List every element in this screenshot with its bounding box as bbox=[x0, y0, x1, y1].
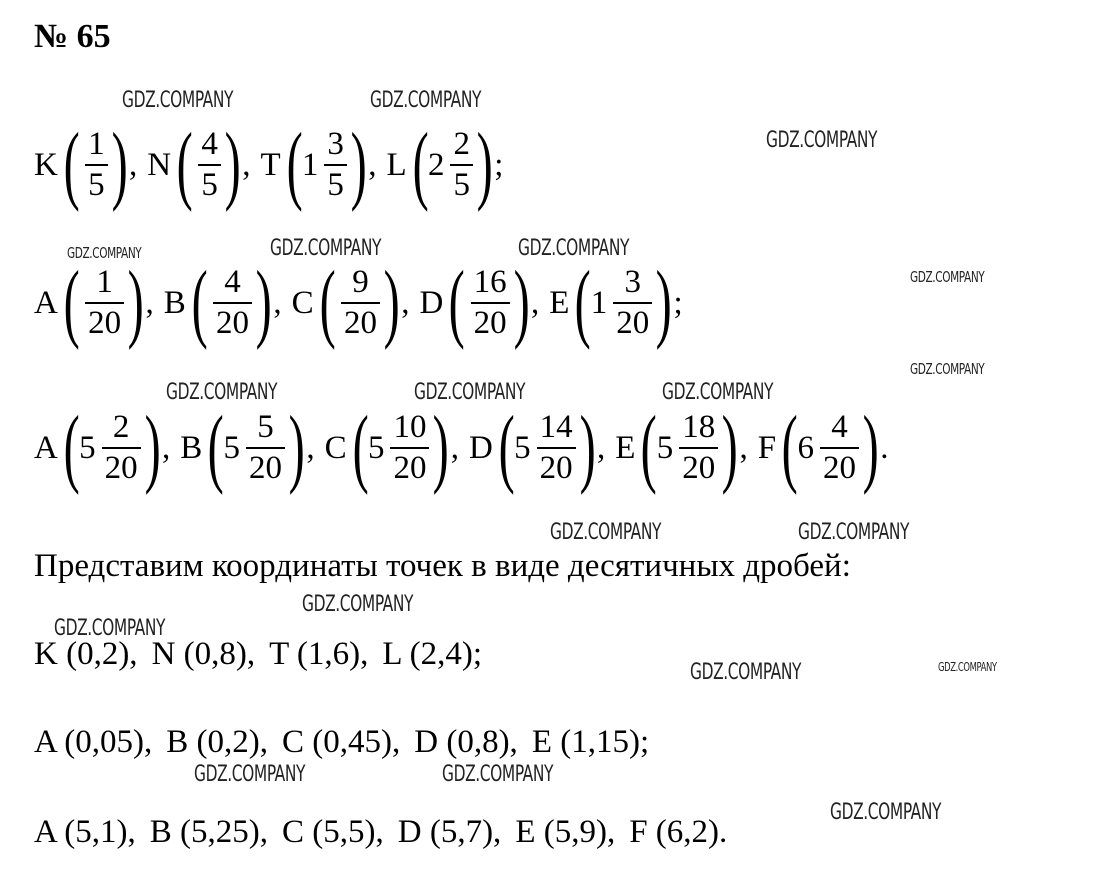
separator: , bbox=[530, 284, 540, 321]
fraction-bar bbox=[390, 447, 429, 449]
right-paren: ) bbox=[224, 115, 241, 213]
instruction-sentence: Представим координаты точек в виде десятичных дробей: bbox=[34, 548, 851, 584]
right-paren: ) bbox=[144, 398, 161, 496]
point-name: D bbox=[419, 284, 444, 321]
numerator: 16 bbox=[473, 264, 507, 301]
watermark: GDZ.COMPANY bbox=[690, 660, 802, 685]
left-paren: ( bbox=[191, 253, 208, 351]
decimal-point: F (6,2). bbox=[629, 814, 728, 850]
decimal-point: D (0,8), bbox=[414, 724, 518, 760]
numerator: 5 bbox=[257, 409, 274, 446]
fraction bbox=[198, 127, 221, 202]
fraction-row-1 bbox=[34, 115, 513, 215]
point-fraction bbox=[757, 398, 899, 496]
fraction bbox=[820, 410, 859, 485]
point-name: B bbox=[180, 429, 203, 466]
watermark: GDZ.COMPANY bbox=[550, 520, 662, 545]
point-fraction bbox=[386, 115, 513, 213]
numerator: 4 bbox=[831, 409, 848, 446]
separator: , bbox=[145, 284, 154, 321]
fraction bbox=[450, 127, 473, 202]
fraction bbox=[471, 265, 510, 340]
decimal-row-1 bbox=[34, 636, 482, 673]
numerator: 14 bbox=[539, 409, 573, 446]
decimal-point: K (0,2), bbox=[34, 636, 138, 672]
point-fraction bbox=[34, 115, 147, 213]
denominator: 5 bbox=[201, 167, 218, 203]
point-name: N bbox=[147, 146, 172, 183]
fraction-bar bbox=[679, 447, 718, 449]
decimal-row-2 bbox=[34, 724, 649, 761]
denominator: 5 bbox=[453, 167, 470, 203]
point-name: E bbox=[615, 429, 636, 466]
fraction bbox=[390, 410, 429, 485]
whole-part: 5 bbox=[79, 429, 96, 466]
whole-part: 5 bbox=[514, 429, 531, 466]
point-fraction bbox=[34, 398, 180, 496]
watermark: GDZ.COMPANY bbox=[270, 236, 382, 261]
point-name: D bbox=[469, 429, 493, 466]
whole-part: 5 bbox=[656, 429, 674, 466]
watermark: GDZ.COMPANY bbox=[67, 244, 142, 262]
fraction-bar bbox=[198, 164, 221, 166]
whole-part: 1 bbox=[301, 146, 319, 183]
left-paren: ( bbox=[176, 115, 193, 213]
denominator: 20 bbox=[216, 305, 250, 341]
point-fraction bbox=[615, 398, 758, 496]
point-fraction bbox=[549, 253, 692, 351]
left-paren: ( bbox=[498, 398, 515, 496]
denominator: 20 bbox=[539, 450, 573, 486]
denominator: 20 bbox=[249, 450, 283, 486]
decimal-point: L (2,4); bbox=[382, 636, 483, 672]
left-paren: ( bbox=[63, 398, 80, 496]
point-name: F bbox=[757, 429, 777, 466]
decimal-point: B (0,2), bbox=[166, 724, 268, 760]
fraction bbox=[102, 410, 141, 485]
point-fraction bbox=[419, 253, 550, 351]
fraction-row-2 bbox=[34, 253, 693, 353]
point-name: T bbox=[260, 146, 281, 183]
watermark: GDZ.COMPANY bbox=[518, 236, 630, 261]
point-fraction bbox=[324, 398, 469, 496]
watermark: GDZ.COMPANY bbox=[414, 380, 526, 405]
denominator: 20 bbox=[682, 450, 716, 486]
point-fraction bbox=[163, 253, 292, 351]
point-name: A bbox=[34, 429, 58, 466]
watermark: GDZ.COMPANY bbox=[662, 380, 774, 405]
watermark: GDZ.COMPANY bbox=[910, 360, 985, 378]
watermark: GDZ.COMPANY bbox=[54, 616, 166, 641]
separator: , bbox=[273, 284, 282, 321]
decimal-point: A (0,05), bbox=[34, 724, 153, 760]
separator: . bbox=[880, 429, 889, 466]
separator: , bbox=[368, 146, 377, 183]
denominator: 20 bbox=[616, 305, 650, 341]
fraction bbox=[213, 265, 252, 340]
decimal-point: N (0,8), bbox=[151, 636, 256, 672]
decimal-point: E (1,15); bbox=[531, 724, 650, 760]
exercise-number: № 65 bbox=[34, 18, 111, 55]
fraction bbox=[341, 265, 380, 340]
point-name: L bbox=[386, 146, 407, 183]
left-paren: ( bbox=[448, 253, 466, 351]
separator: , bbox=[161, 429, 171, 466]
watermark: GDZ.COMPANY bbox=[122, 88, 234, 113]
watermark: GDZ.COMPANY bbox=[830, 800, 942, 825]
watermark: GDZ.COMPANY bbox=[910, 268, 985, 286]
left-paren: ( bbox=[412, 115, 429, 213]
fraction-bar bbox=[450, 164, 473, 166]
decimal-point: D (5,7), bbox=[397, 814, 502, 850]
right-paren: ) bbox=[111, 115, 128, 213]
point-name: E bbox=[549, 284, 570, 321]
right-paren: ) bbox=[255, 253, 272, 351]
left-paren: ( bbox=[63, 253, 80, 351]
fraction-bar bbox=[341, 302, 380, 304]
point-name: B bbox=[163, 284, 186, 321]
point-fraction bbox=[260, 115, 386, 213]
point-name: C bbox=[291, 284, 314, 321]
point-name: K bbox=[34, 146, 58, 183]
numerator: 9 bbox=[352, 264, 369, 301]
fraction-bar bbox=[213, 302, 252, 304]
denominator: 20 bbox=[393, 450, 427, 486]
right-paren: ) bbox=[350, 115, 367, 213]
watermark: GDZ.COMPANY bbox=[302, 592, 414, 617]
numerator: 2 bbox=[453, 126, 470, 163]
fraction bbox=[613, 265, 652, 340]
left-paren: ( bbox=[781, 398, 798, 496]
numerator: 2 bbox=[112, 409, 130, 446]
decimal-point: B (5,25), bbox=[149, 814, 268, 850]
denominator: 20 bbox=[88, 305, 122, 341]
fraction bbox=[679, 410, 718, 485]
numerator: 4 bbox=[201, 126, 218, 163]
denominator: 20 bbox=[822, 450, 856, 486]
fraction-bar bbox=[613, 302, 652, 304]
numerator: 1 bbox=[88, 126, 105, 163]
whole-part: 5 bbox=[223, 429, 241, 466]
left-paren: ( bbox=[640, 398, 658, 496]
left-paren: ( bbox=[352, 398, 369, 496]
decimal-point: E (5,9), bbox=[515, 814, 616, 850]
fraction-bar bbox=[102, 447, 141, 449]
decimal-point: T (1,6), bbox=[269, 636, 369, 672]
fraction-bar bbox=[471, 302, 510, 304]
separator: , bbox=[242, 146, 251, 183]
point-fraction bbox=[180, 398, 324, 496]
right-paren: ) bbox=[383, 253, 400, 351]
denominator: 20 bbox=[343, 305, 377, 341]
separator: , bbox=[128, 146, 138, 183]
point-name: A bbox=[34, 284, 58, 321]
left-paren: ( bbox=[207, 398, 224, 496]
fraction bbox=[537, 410, 576, 485]
fraction-bar bbox=[537, 447, 576, 449]
fraction-row-3 bbox=[34, 398, 899, 498]
fraction-bar bbox=[246, 447, 285, 449]
left-paren: ( bbox=[574, 253, 592, 351]
whole-part: 2 bbox=[427, 146, 445, 183]
fraction bbox=[85, 265, 124, 340]
numerator: 10 bbox=[393, 409, 427, 446]
right-paren: ) bbox=[476, 115, 493, 213]
denominator: 5 bbox=[327, 167, 344, 203]
numerator: 3 bbox=[327, 126, 344, 163]
watermark: GDZ.COMPANY bbox=[166, 380, 278, 405]
left-paren: ( bbox=[63, 115, 80, 213]
watermark: GDZ.COMPANY bbox=[766, 128, 878, 153]
point-fraction bbox=[291, 253, 420, 351]
decimal-point: C (0,45), bbox=[282, 724, 401, 760]
right-paren: ) bbox=[433, 398, 450, 496]
denominator: 5 bbox=[88, 167, 105, 203]
separator: , bbox=[739, 429, 748, 466]
watermark: GDZ.COMPANY bbox=[938, 660, 997, 674]
right-paren: ) bbox=[288, 398, 305, 496]
numerator: 4 bbox=[224, 264, 241, 301]
watermark: GDZ.COMPANY bbox=[194, 762, 306, 787]
right-paren: ) bbox=[127, 253, 144, 351]
decimal-point: C (5,5), bbox=[282, 814, 384, 850]
separator: , bbox=[450, 429, 459, 466]
right-paren: ) bbox=[721, 398, 738, 496]
decimal-row-3 bbox=[34, 814, 727, 851]
whole-part: 5 bbox=[367, 429, 385, 466]
fraction-bar bbox=[820, 447, 859, 449]
left-paren: ( bbox=[319, 253, 336, 351]
left-paren: ( bbox=[286, 115, 303, 213]
separator: , bbox=[401, 284, 410, 321]
fraction bbox=[246, 410, 285, 485]
watermark: GDZ.COMPANY bbox=[798, 520, 910, 545]
whole-part: 1 bbox=[590, 284, 608, 321]
numerator: 18 bbox=[682, 409, 716, 446]
separator: , bbox=[306, 429, 315, 466]
point-fraction bbox=[147, 115, 260, 213]
decimal-point: A (5,1), bbox=[34, 814, 136, 850]
denominator: 20 bbox=[473, 305, 507, 341]
right-paren: ) bbox=[655, 253, 672, 351]
separator: ; bbox=[673, 284, 683, 321]
right-paren: ) bbox=[579, 398, 596, 496]
fraction bbox=[324, 127, 347, 202]
denominator: 20 bbox=[104, 450, 138, 486]
fraction-bar bbox=[85, 302, 124, 304]
fraction-bar bbox=[324, 164, 347, 166]
separator: ; bbox=[494, 146, 504, 183]
watermark: GDZ.COMPANY bbox=[442, 762, 554, 787]
point-fraction bbox=[469, 398, 615, 496]
numerator: 1 bbox=[96, 264, 113, 301]
watermark: GDZ.COMPANY bbox=[370, 88, 482, 113]
point-name: C bbox=[324, 429, 347, 466]
right-paren: ) bbox=[862, 398, 879, 496]
whole-part: 6 bbox=[797, 429, 814, 466]
right-paren: ) bbox=[513, 253, 530, 351]
separator: , bbox=[596, 429, 606, 466]
fraction bbox=[85, 127, 108, 202]
fraction-bar bbox=[85, 164, 108, 166]
numerator: 3 bbox=[624, 264, 641, 301]
